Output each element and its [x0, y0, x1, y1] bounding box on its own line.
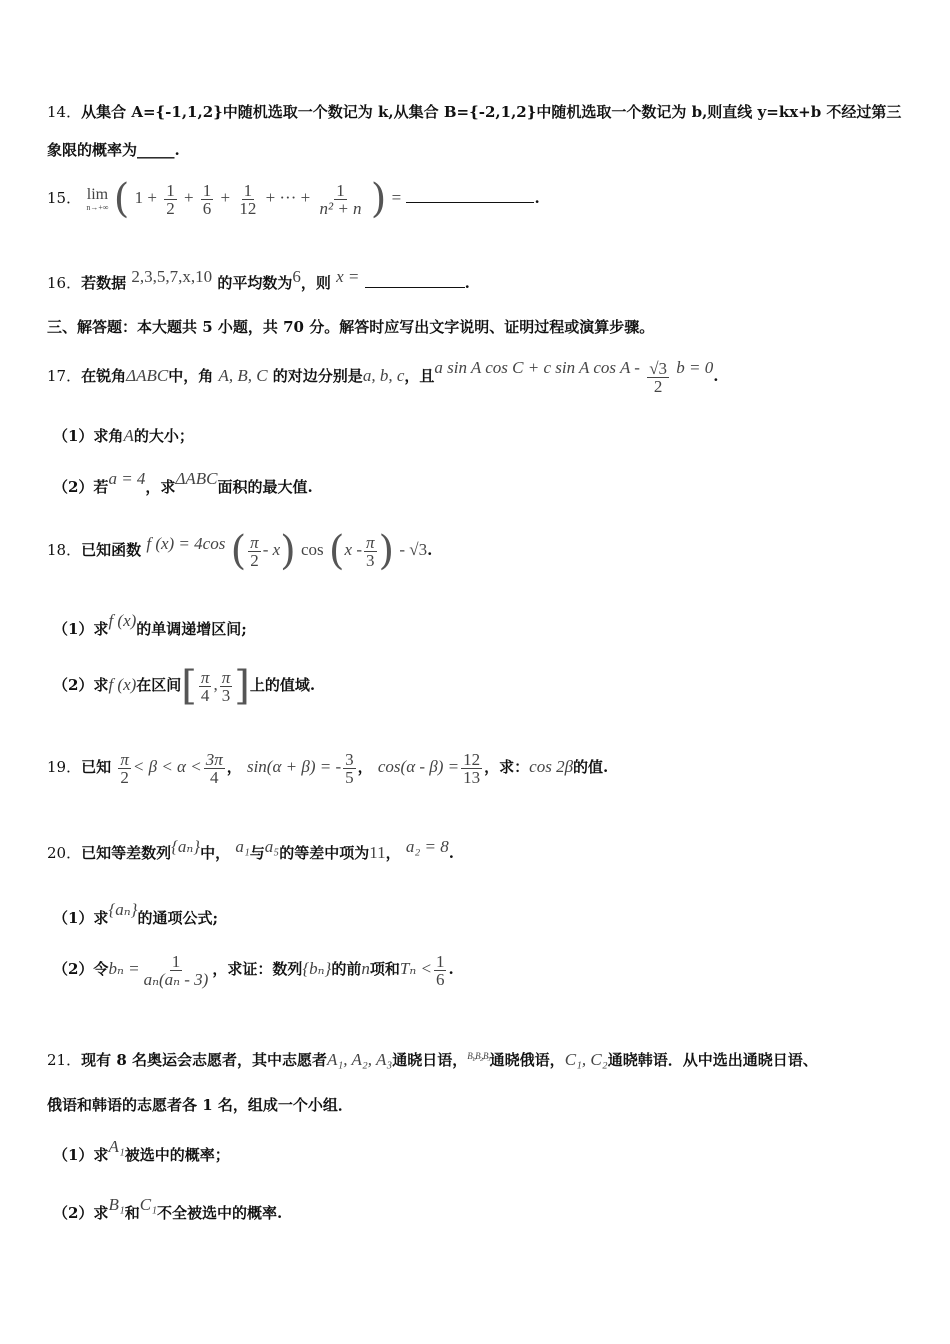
q20-part2 [53, 945, 454, 993]
q16-line [47, 262, 470, 298]
q21-line2: 俄语和韩语的志愿者各 1 名，组成一个小组． [47, 1096, 353, 1114]
q19-target: cos 2β [529, 757, 574, 776]
q21-p1-var: A₁ [108, 1137, 125, 1156]
q17-p2-triangle: ΔABC [175, 469, 218, 488]
q19-pi-over-2: $\frac{\pi}{2}$ [120, 749, 129, 787]
q21-text-b: 通晓日语， [392, 1051, 468, 1069]
q18-f-lhs: f (x) = 4cos [146, 534, 226, 553]
q19-text-b: ，求： [484, 758, 530, 776]
q17-text-c: 的对边分别是 [272, 367, 363, 385]
section-3-heading: 三、解答题：本大题共 5 小题，共 70 分。解答时应写出文字说明、证明过程或演算步骤。 [47, 318, 655, 336]
q20-p2-mid: ，求证：数列 [212, 960, 303, 978]
q15-frac-2: $\frac{1}{6}$ [202, 180, 212, 218]
q18-p2-f: f (x) [108, 675, 137, 694]
q21-p1-end: 被选中的概率； [124, 1146, 230, 1164]
q18-paren-2-close: ) [378, 528, 395, 574]
q18-pi-over-2: $\frac{\pi}{2}$ [250, 532, 259, 570]
q17-sqrt3-over-2: $\frac{√3}{2}$ [649, 358, 668, 396]
q17-p2-label: （2）若 [53, 478, 109, 496]
q15-dots: + ··· + [265, 188, 311, 207]
q20-p2-end: . [448, 960, 454, 978]
q18-p1-label: （1）求 [53, 620, 109, 638]
q19-end: 的值. [573, 758, 609, 776]
q18-x-minus: x - [344, 540, 362, 559]
q18-part1 [53, 606, 247, 644]
q19-three-fifths: $\frac{3}{5}$ [345, 749, 354, 787]
q21-part1 [53, 1130, 230, 1172]
q17-text-a: 在锐角 [81, 367, 127, 385]
q21-p2-mid: 和 [124, 1204, 140, 1222]
q15-lim-sub: n→+∞ [86, 202, 109, 212]
q17-p1-var: A [123, 426, 134, 445]
q17-angles: A, B, C [218, 366, 268, 385]
q20-end: . [448, 844, 454, 862]
q18-bracket-open: [ [181, 663, 197, 709]
q21-p1-label: （1）求 [53, 1146, 109, 1164]
q19-cos-expr: cos(α - β) = [377, 757, 460, 776]
q20-p1-seq: {aₙ} [108, 900, 138, 919]
q21-A-group: A₁, A₂, A₃ [326, 1050, 393, 1069]
q20-p2-mid3: 项和 [369, 960, 400, 978]
q17-condition-end: b = 0 [676, 358, 714, 377]
q16-answer-blank [365, 275, 465, 288]
q16-mean: 6 [292, 267, 301, 286]
q18-p2-mid: 在区间 [136, 676, 182, 694]
q15-frac-1: $\frac{1}{2}$ [166, 180, 175, 218]
q14-line1 [47, 101, 901, 123]
q16-data-list: 2,3,5,7,x,10 [131, 267, 213, 286]
q20-p1-end: 的通项公式; [137, 909, 218, 927]
q18-number: 18． [47, 541, 82, 559]
q19-twelve-thirteenths: $\frac{12}{13}$ [463, 749, 481, 787]
q14-text: 从集合 A={-1,1,2}中随机选取一个数记为 k,从集合 B={-2,1,2}中随机选取一个数记为 b,则直线 y=kx+b 不经过第三 [81, 103, 902, 121]
q20-part1 [53, 893, 218, 935]
q20-seq: {aₙ} [171, 837, 201, 856]
q15-frac-4: $\frac{1}{\text{n² + n}}$ [319, 180, 362, 218]
q20-b-fraction: $\frac{1}{\text{aₙ(aₙ - 3)}}$ [143, 951, 209, 989]
q17-p1-end: 的大小； [133, 427, 194, 445]
q20-p1-label: （1）求 [53, 909, 109, 927]
q20-midterm: 11 [369, 843, 386, 862]
q18-paren-1-open: ( [230, 528, 247, 574]
q17-p2-mid: ，求 [145, 478, 176, 496]
q18-interval-a: $\frac{\pi}{4}$ [200, 667, 210, 705]
q20-p2-mid2: 的前 [331, 960, 362, 978]
q18-interval-b: $\frac{\pi}{3}$ [221, 667, 231, 705]
q20-p2-n: n [361, 959, 370, 978]
q21-text-d: 通晓韩语．从中选出通晓日语、 [607, 1051, 818, 1069]
q14-line2: 象限的概率为_____. [47, 141, 180, 159]
q20-a2: a₂ = 8 [405, 837, 449, 856]
q18-part2: （2）求f (x)在区间[ $\frac{\pi}{4}$ , $\frac{\pi}{3}$ ]上的值域. [53, 663, 316, 709]
q15-number: 15． [47, 189, 82, 207]
q20-text-c: 与 [249, 844, 265, 862]
q20-a1: a₁ [235, 837, 250, 856]
q15-lim-word: lim [86, 185, 109, 203]
q18-line [47, 520, 432, 574]
q15-end: . [534, 189, 540, 207]
q18-paren-1-close: ) [280, 528, 296, 574]
q19-inequality: < β < α < [132, 757, 202, 776]
q17-p2-var: a = 4 [108, 469, 146, 488]
q17-p1-label: （1）求角 [53, 427, 124, 445]
q20-Tn: Tₙ < [399, 959, 432, 978]
q21-text-a: 现有 8 名奥运会志愿者，其中志愿者 [81, 1051, 327, 1069]
q19-number: 19． [47, 758, 82, 776]
q17-triangle: ΔABC [126, 366, 169, 385]
q20-one-sixth: $\frac{1}{6}$ [435, 951, 445, 989]
q21-B-group: B₁,B₂,B₃ [467, 1051, 490, 1061]
q18-end: . [427, 541, 433, 559]
q18-pi-over-3: $\frac{\pi}{3}$ [366, 532, 375, 570]
q18-p1-f: f (x) [108, 611, 137, 630]
q21-part2 [53, 1188, 282, 1230]
q21-p2-var1: B₁ [108, 1195, 125, 1214]
q18-p2-label: （2）求 [53, 676, 109, 694]
q21-p2-var2: C₁ [139, 1195, 157, 1214]
q17-number: 17． [47, 367, 82, 385]
q17-p2-end: 面积的最大值. [217, 478, 313, 496]
q21-number: 21． [47, 1051, 82, 1069]
q16-text-b: 的平均数为 [217, 274, 293, 292]
q17-end: . [713, 367, 719, 385]
q20-text-d: 的等差中项为 [279, 844, 370, 862]
q14-number: 14． [47, 103, 82, 121]
q18-bracket-close: ] [234, 663, 250, 709]
q21-C-group: C₁, C₂ [564, 1050, 608, 1069]
q21-p2-label: （2）求 [53, 1204, 109, 1222]
q18-p2-end: 上的值域. [249, 676, 316, 694]
q19-3pi-over-4: $\frac{3\pi}{4}$ [205, 749, 223, 787]
q15-frac-3: $\frac{1}{12}$ [239, 180, 257, 218]
q19-line: 19．已知 $\frac{\pi}{2}$ < β < α < $\frac{3\pi}{4}$ ， sin(α + β) = - $\frac{3}{5}$ ， cos(α - β) = $\frac{12}{13}$ ，求：cos 2β的值. [47, 749, 609, 787]
q17-sides: a, b, c [362, 366, 405, 385]
q20-number: 20． [47, 844, 82, 862]
q18-p1-end: 的单调递增区间; [136, 620, 247, 638]
q15-expr-start: 1 + [134, 188, 157, 207]
q16-x-eq: x = [336, 267, 360, 286]
q18-tail: - √3 [399, 540, 428, 559]
q21-p2-end: 不全被选中的概率. [157, 1204, 283, 1222]
q15-line: 15． lim n→+∞ ( 1 + $\frac{1}{2}$ + $\frac{1}{6}$ + $\frac{1}{12}$ + ··· + $\frac{1}{\text{n² + n}}$ ) = . [47, 176, 540, 222]
q18-minus-x: - x [262, 540, 281, 559]
q18-paren-2-open: ( [328, 528, 345, 574]
q15-equals: = [391, 188, 402, 207]
q17-text-b: 中，角 [168, 367, 214, 385]
q15-right-paren: ) [370, 176, 387, 222]
q20-b-lhs: bₙ = [108, 959, 140, 978]
q19-text-a: 已知 [81, 758, 112, 776]
q16-end: . [464, 274, 470, 292]
q15-answer-blank [406, 190, 534, 203]
q20-text-a: 已知等差数列 [81, 844, 172, 862]
q20-a5: a₅ [264, 837, 280, 856]
q16-number: 16． [47, 274, 82, 292]
q19-sin-expr: sin(α + β) = - [246, 757, 342, 776]
q17-text-d: ，且 [404, 367, 435, 385]
q17-line [47, 348, 718, 396]
q20-line: 20．已知等差数列{aₙ}中， a₁与a₅的等差中项为11， a₂ = 8. [47, 837, 454, 862]
q17-part1 [53, 425, 194, 447]
q20-p2-label: （2）令 [53, 960, 109, 978]
q16-text-a: 若数据 [81, 274, 127, 292]
q18-cos: cos [301, 540, 324, 559]
q21-text-c: 通晓俄语， [489, 1051, 565, 1069]
q17-condition: a sin A cos C + c sin A cos A - [434, 358, 640, 377]
q18-text-a: 已知函数 [81, 541, 142, 559]
q16-text-c: ，则 [300, 274, 331, 292]
q15-lim [86, 187, 108, 212]
q15-left-paren: ( [113, 176, 130, 222]
q20-text-b: 中， [200, 844, 231, 862]
q17-part2 [53, 462, 313, 504]
q21-line1 [47, 1042, 818, 1074]
q20-p2-seq: {bₙ} [302, 959, 332, 978]
